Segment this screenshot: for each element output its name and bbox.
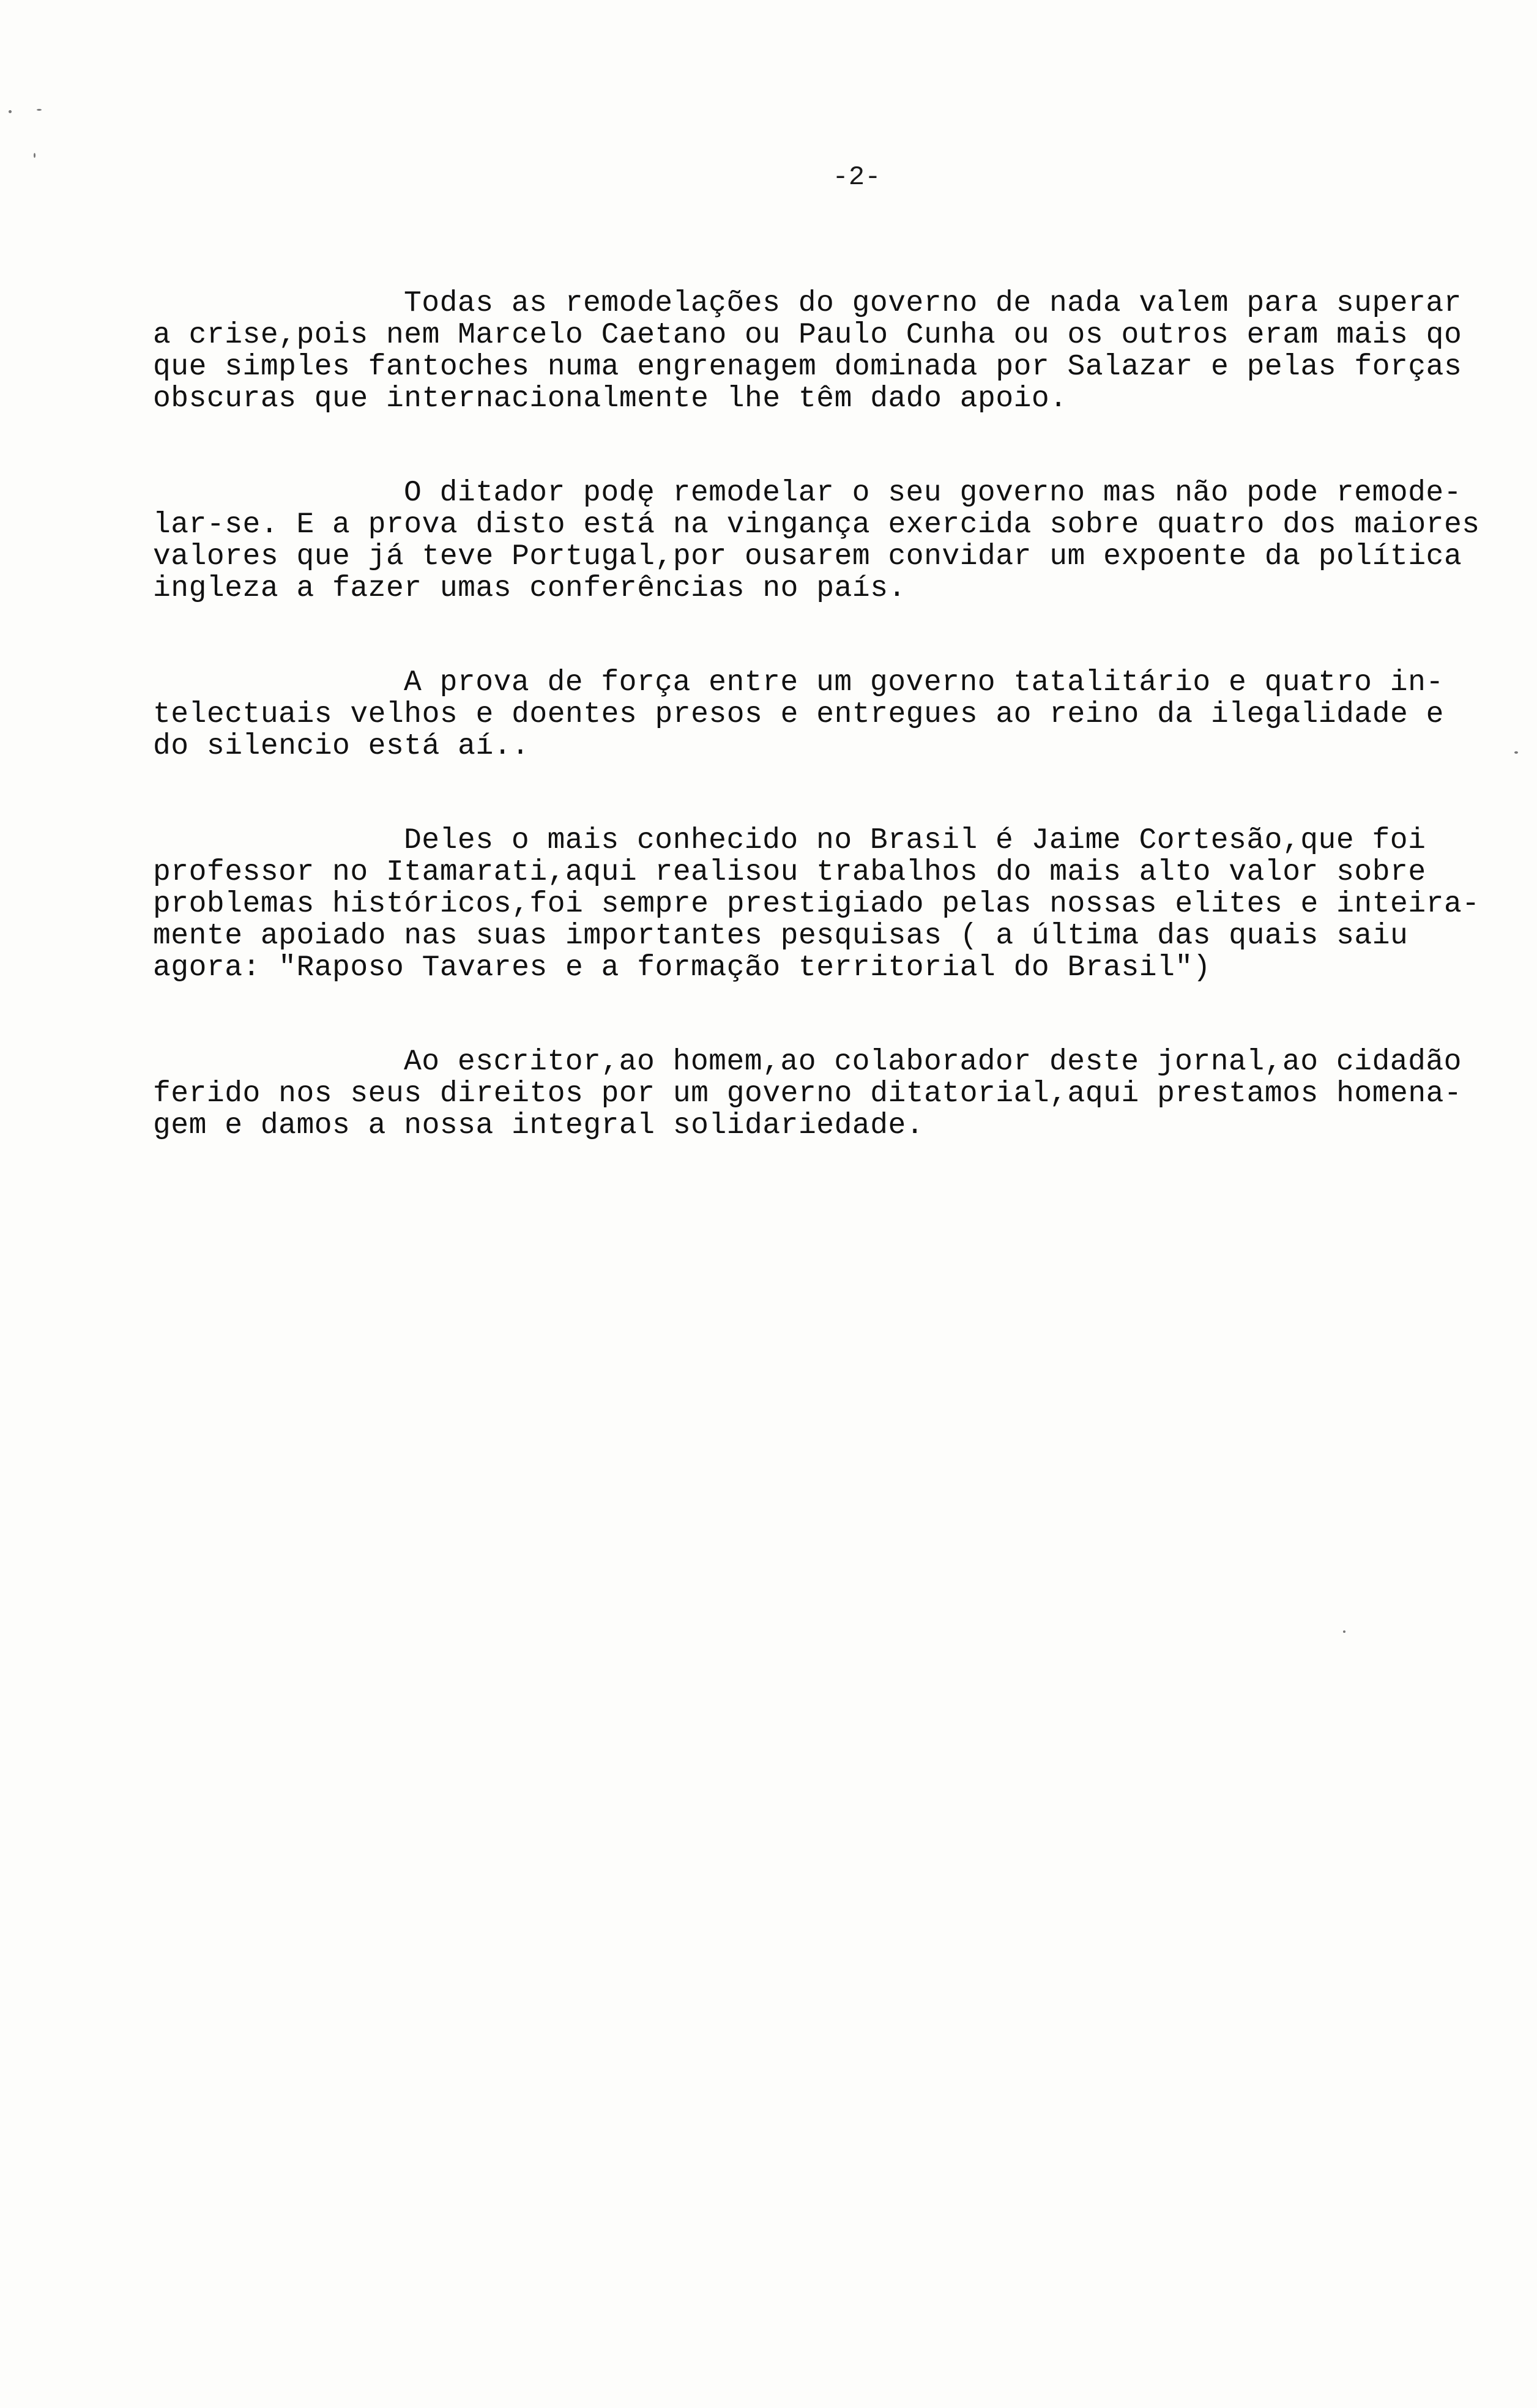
paragraph-remodelacoes <box>153 288 1517 415</box>
text-line: Todas as remodelações do governo de nada valem para superar <box>404 287 1462 320</box>
text-line: ferido nos seus direitos por um governo ditatorial,aqui prestamos homena- <box>153 1077 1462 1110</box>
letter-body <box>153 288 1517 1204</box>
text-line: A prova de força entre um governo tatalitário e quatro in- <box>404 666 1444 699</box>
text-line: do silencio está aí.. <box>153 730 530 763</box>
text-line: ingleza a fazer umas conferências no país. <box>153 572 906 605</box>
text-line: valores que já teve Portugal,por ousarem convidar um expoente da política <box>153 540 1462 573</box>
scan-speck <box>9 110 12 113</box>
text-line: obscuras que internacionalmente lhe têm dado apoio. <box>153 382 1068 415</box>
text-line: problemas históricos,foi sempre prestigiado pelas nossas elites e inteira- <box>153 888 1480 921</box>
paragraph-ditador <box>153 477 1517 604</box>
text-line: Ao escritor,ao homem,ao colaborador deste jornal,ao cidadão <box>404 1046 1462 1079</box>
text-line: gem e damos a nossa integral solidariedade. <box>153 1109 925 1142</box>
text-line: mente apoiado nas suas importantes pesquisas ( a última das quais saiu <box>153 920 1409 953</box>
scan-speck <box>34 153 35 158</box>
scan-speck <box>1343 1630 1345 1633</box>
text-line: agora: "Raposo Tavares e a formação territorial do Brasil") <box>153 951 1211 984</box>
text-line: lar-se. E a prova disto está na vingança exercida sobre quatro dos maiores <box>153 508 1480 541</box>
text-line: Deles o mais conhecido no Brasil é Jaime Cortesão,que foi <box>404 824 1426 857</box>
text-line: que simples fantoches numa engrenagem dominada por Salazar e pelas forças <box>153 351 1462 384</box>
paragraph-prova-de-forca <box>153 667 1517 762</box>
scan-speck <box>37 109 42 111</box>
text-line: telectuais velhos e doentes presos e entregues ao reino da ilegalidade e <box>153 698 1444 731</box>
page-number: -2- <box>832 162 881 193</box>
text-line: professor no Itamarati,aqui realisou trabalhos do mais alto valor sobre <box>153 856 1426 889</box>
text-line: O ditador podę remodelar o seu governo mas não pode remode- <box>404 477 1462 510</box>
text-line: a crise,pois nem Marcelo Caetano ou Paulo Cunha ou os outros eram mais qo <box>153 319 1462 352</box>
paragraph-jaime-cortesao <box>153 825 1517 984</box>
paragraph-homenagem <box>153 1046 1517 1142</box>
